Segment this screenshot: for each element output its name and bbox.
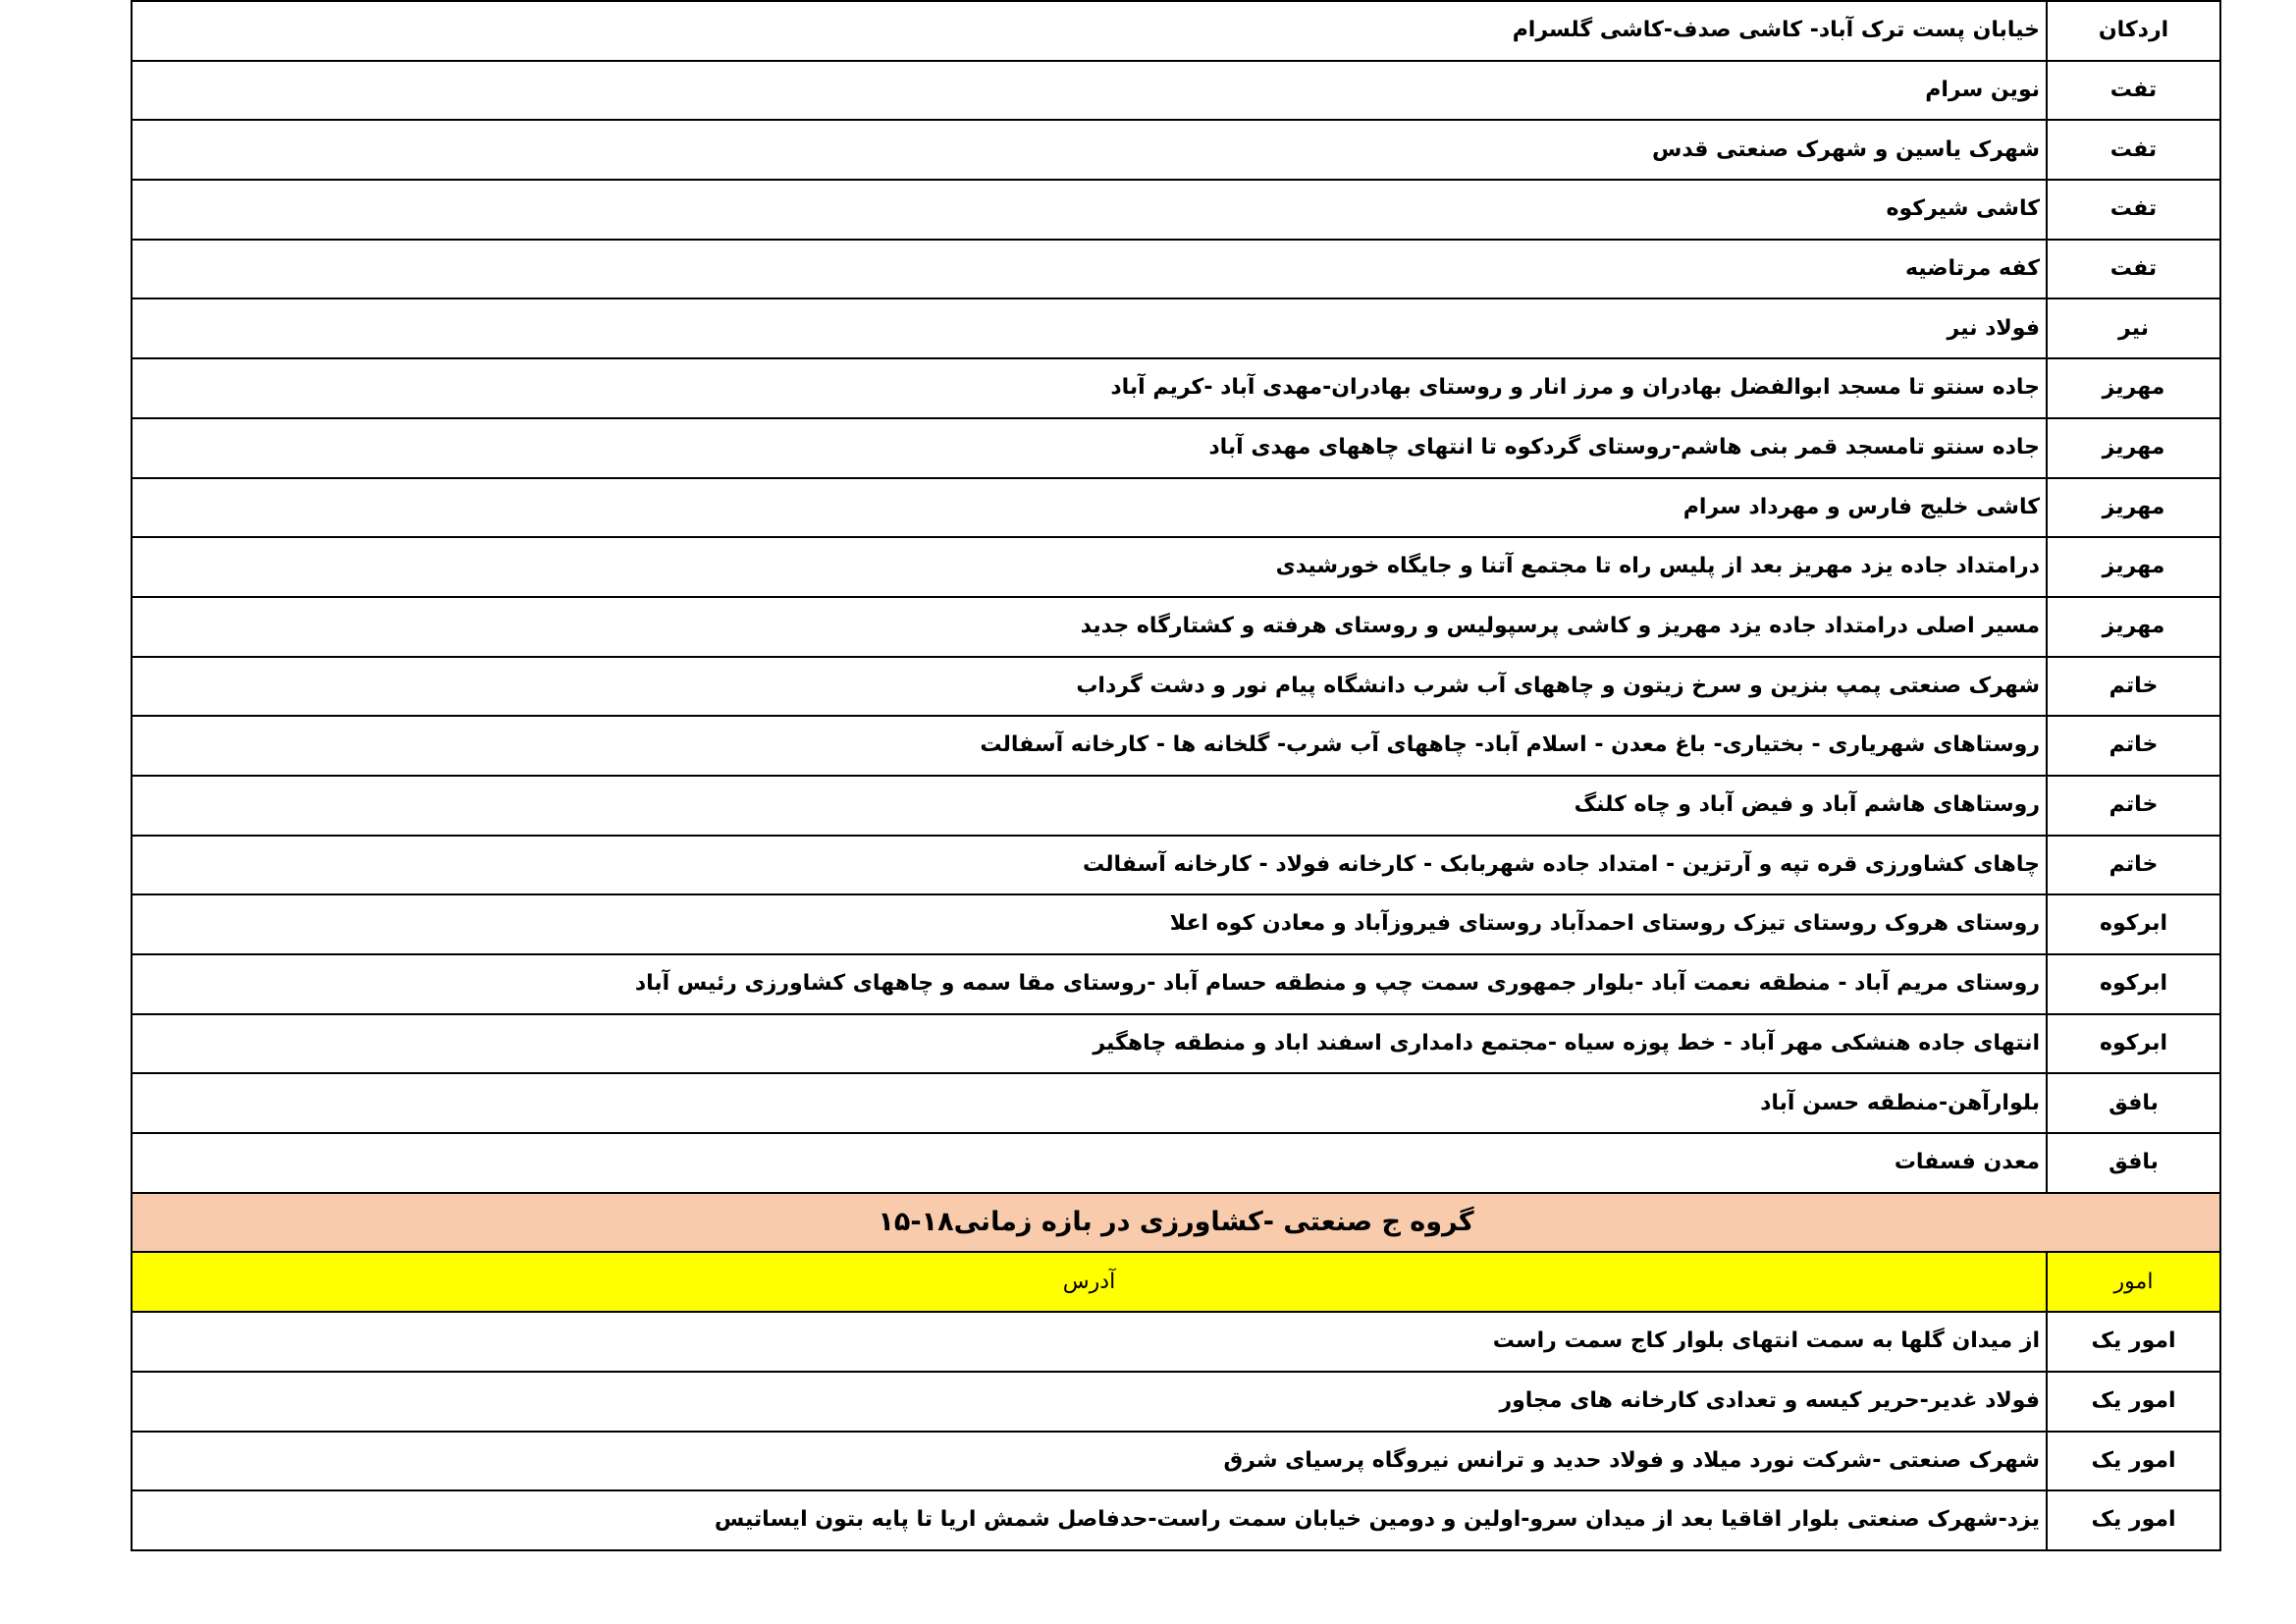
area-cell: خاتم xyxy=(2047,776,2220,836)
table-row xyxy=(132,1432,2220,1491)
address-cell: فولاد نیر xyxy=(132,298,2047,358)
address-cell: معدن فسفات xyxy=(132,1133,2047,1193)
area-cell: مهریز xyxy=(2047,478,2220,538)
area-cell: تفت xyxy=(2047,61,2220,121)
address-cell: روستاهای شهریاری - بختیاری- باغ معدن - اسلام آباد- چاههای آب شرب- گلخانه ها - کارخانه آسفالت xyxy=(132,716,2047,776)
column-header-address: آدرس xyxy=(132,1252,2047,1312)
table-row xyxy=(132,120,2220,180)
area-cell: ابرکوه xyxy=(2047,1014,2220,1074)
table-row xyxy=(132,836,2220,895)
area-cell: بافق xyxy=(2047,1073,2220,1133)
address-cell: بلوارآهن-منطقه حسن آباد xyxy=(132,1073,2047,1133)
table-row xyxy=(132,1372,2220,1432)
address-cell: فولاد غدیر-حریر کیسه و تعدادی کارخانه های مجاور xyxy=(132,1372,2047,1432)
area-cell: بافق xyxy=(2047,1133,2220,1193)
table-row xyxy=(132,358,2220,418)
area-cell: اردکان xyxy=(2047,1,2220,61)
address-cell: جاده سنتو تامسجد قمر بنی هاشم-روستای گردکوه تا انتهای چاههای مهدی آباد xyxy=(132,418,2047,478)
table-row xyxy=(132,418,2220,478)
column-header-row xyxy=(132,1252,2220,1312)
address-cell: روستاهای هاشم آباد و فیض آباد و چاه کلنگ xyxy=(132,776,2047,836)
address-cell: روستای مریم آباد - منطقه نعمت آباد -بلوار جمهوری سمت چپ و منطقه حسام آباد -روستای مقا سمه و چاههای کشاورزی رئیس آباد xyxy=(132,954,2047,1014)
area-cell: مهریز xyxy=(2047,597,2220,657)
address-cell: شهرک صنعتی پمپ بنزین و سرخ زیتون و چاههای آب شرب دانشگاه پیام نور و دشت گرداب xyxy=(132,657,2047,717)
area-cell: خاتم xyxy=(2047,836,2220,895)
table-row xyxy=(132,61,2220,121)
table-row xyxy=(132,894,2220,954)
table-row xyxy=(132,954,2220,1014)
table-body-bottom xyxy=(132,1312,2220,1550)
area-cell: تفت xyxy=(2047,240,2220,299)
address-cell: نوین سرام xyxy=(132,61,2047,121)
address-cell: چاهای کشاورزی قره تپه و آرتزین - امتداد جاده شهربابک - کارخانه فولاد - کارخانه آسفالت xyxy=(132,836,2047,895)
table-row xyxy=(132,1133,2220,1193)
area-cell: امور یک xyxy=(2047,1312,2220,1372)
table-row xyxy=(132,478,2220,538)
address-cell: کاشی خلیج فارس و مهرداد سرام xyxy=(132,478,2047,538)
table-row xyxy=(132,716,2220,776)
address-cell: مسیر اصلی درامتداد جاده یزد مهریز و کاشی پرسپولیس و روستای هرفته و کشتارگاه جدید xyxy=(132,597,2047,657)
table-row xyxy=(132,1073,2220,1133)
table-row xyxy=(132,1,2220,61)
area-cell: تفت xyxy=(2047,180,2220,240)
area-cell: امور یک xyxy=(2047,1432,2220,1491)
area-cell: مهریز xyxy=(2047,537,2220,597)
area-cell: مهریز xyxy=(2047,358,2220,418)
address-cell: از میدان گلها به سمت انتهای بلوار کاج سمت راست xyxy=(132,1312,2047,1372)
area-cell: مهریز xyxy=(2047,418,2220,478)
address-cell: کاشی شیرکوه xyxy=(132,180,2047,240)
area-cell: ابرکوه xyxy=(2047,954,2220,1014)
table-row xyxy=(132,180,2220,240)
address-cell: یزد-شهرک صنعتی بلوار اقاقیا بعد از میدان سرو-اولین و دومین خیابان سمت راست-حدفاصل شمش اریا تا پایه بتون ایساتیس xyxy=(132,1490,2047,1550)
table-row xyxy=(132,537,2220,597)
table-row xyxy=(132,1014,2220,1074)
address-cell: شهرک یاسین و شهرک صنعتی قدس xyxy=(132,120,2047,180)
address-cell: خیابان پست ترک آباد- کاشی صدف-کاشی گلسرام xyxy=(132,1,2047,61)
area-cell: امور یک xyxy=(2047,1490,2220,1550)
area-cell: خاتم xyxy=(2047,657,2220,717)
address-cell: روستای هروک روستای تیزک روستای احمدآباد روستای فیروزآباد و معادن کوه اعلا xyxy=(132,894,2047,954)
area-cell: تفت xyxy=(2047,120,2220,180)
address-cell: شهرک صنعتی -شرکت نورد میلاد و فولاد حدید و ترانس نیروگاه پرسیای شرق xyxy=(132,1432,2047,1491)
area-cell: امور یک xyxy=(2047,1372,2220,1432)
table-row xyxy=(132,240,2220,299)
table-body-top xyxy=(132,1,2220,1193)
table-row xyxy=(132,657,2220,717)
address-cell: درامتداد جاده یزد مهریز بعد از پلیس راه تا مجتمع آتنا و جایگاه خورشیدی xyxy=(132,537,2047,597)
address-cell: انتهای جاده هنشکی مهر آباد - خط پوزه سیاه -مجتمع دامداری اسفند اباد و منطقه چاهگیر xyxy=(132,1014,2047,1074)
table-row xyxy=(132,776,2220,836)
table-row xyxy=(132,597,2220,657)
area-cell: ابرکوه xyxy=(2047,894,2220,954)
address-cell: جاده سنتو تا مسجد ابوالفضل بهادران و مرز انار و روستای بهادران-مهدی آباد -کریم آباد xyxy=(132,358,2047,418)
area-cell: نیر xyxy=(2047,298,2220,358)
table-row xyxy=(132,298,2220,358)
table-row xyxy=(132,1312,2220,1372)
table-row xyxy=(132,1490,2220,1550)
column-header-area: امور xyxy=(2047,1252,2220,1312)
table-body-headings xyxy=(132,1193,2220,1312)
group-heading: گروه ج صنعتی -کشاورزی در بازه زمانی۱۸-۱۵ xyxy=(132,1193,2220,1253)
group-heading-row xyxy=(132,1193,2220,1253)
area-cell: خاتم xyxy=(2047,716,2220,776)
schedule-table xyxy=(131,0,2221,1551)
address-cell: کفه مرتاضیه xyxy=(132,240,2047,299)
